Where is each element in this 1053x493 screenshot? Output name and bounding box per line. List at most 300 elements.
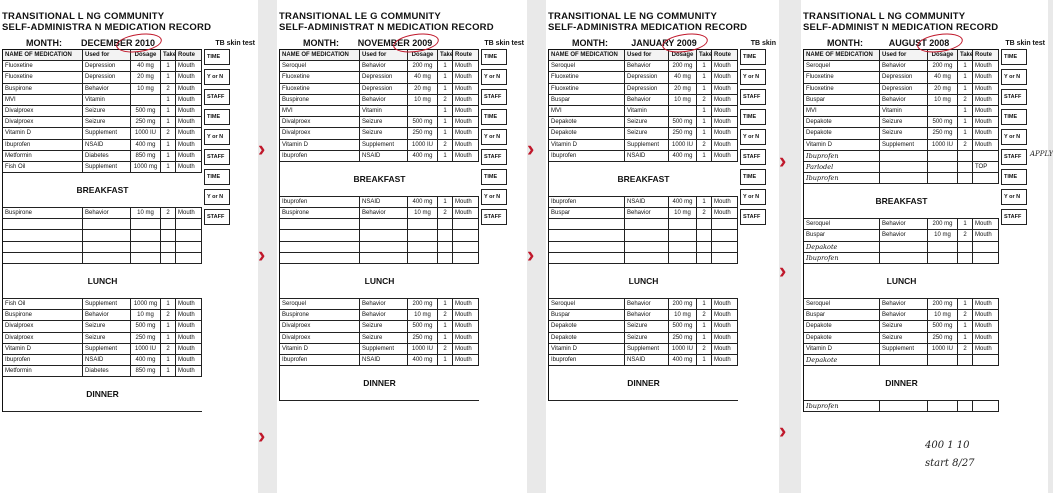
handwritten-apply-note: APPLY — [1030, 150, 1053, 158]
medication-row — [3, 95, 202, 106]
table-cell: Behavior — [625, 299, 669, 309]
table-cell: Buspirone — [280, 95, 360, 105]
sheet-subheader: SELF-ADMINIST N MEDICATION RECORD — [803, 22, 999, 33]
column-header: NAME OF MEDICATION — [804, 50, 880, 60]
table-cell: Diabetes — [83, 366, 131, 376]
signoff-staff: STAFF — [1001, 89, 1027, 105]
table-cell: 1 — [438, 128, 453, 138]
table-cell: 40 mg — [408, 72, 438, 82]
table-cell: Behavior — [880, 95, 928, 105]
medication-table — [548, 49, 738, 401]
table-cell: 1 — [958, 117, 973, 127]
table-cell: Mouth — [176, 151, 202, 161]
table-cell: Behavior — [880, 61, 928, 71]
table-cell — [549, 230, 625, 240]
table-cell: Vitamin D — [804, 344, 880, 354]
table-cell: 1 — [958, 61, 973, 71]
table-cell: TOP — [973, 162, 999, 172]
table-cell: Fluoxetine — [280, 72, 360, 82]
table-cell — [973, 173, 999, 183]
handwritten-dinner-note: 400 1 10 — [925, 440, 970, 451]
sheet-body — [803, 49, 1048, 412]
table-cell: Mouth — [453, 151, 479, 161]
signoff-time: TIME — [740, 169, 766, 185]
table-cell: Seizure — [880, 333, 928, 343]
medication-row — [3, 84, 202, 95]
table-cell: 250 mg — [669, 128, 697, 138]
column-header: Dosage — [669, 50, 697, 60]
table-cell — [280, 230, 360, 240]
table-cell — [131, 219, 161, 229]
medication-row — [549, 61, 738, 72]
table-cell: Parlodel — [804, 162, 880, 172]
table-cell — [958, 162, 973, 172]
table-cell: NSAID — [83, 140, 131, 150]
column-header: Used for — [360, 50, 408, 60]
table-cell: 250 mg — [408, 128, 438, 138]
table-cell: Mouth — [453, 344, 479, 354]
medication-row — [3, 310, 202, 321]
signoff-time: TIME — [204, 169, 230, 185]
table-cell: Mouth — [973, 344, 999, 354]
table-cell — [973, 242, 999, 252]
table-cell: 10 mg — [669, 310, 697, 320]
table-cell — [697, 230, 712, 240]
table-cell — [928, 401, 958, 411]
table-cell: 1 — [161, 117, 176, 127]
table-cell: 2 — [438, 140, 453, 150]
table-cell: Seroquel — [804, 299, 880, 309]
column-header: NAME OF MEDICATION — [549, 50, 625, 60]
table-cell: 2 — [438, 95, 453, 105]
signoff-column — [1001, 49, 1027, 412]
table-cell: Metformin — [3, 366, 83, 376]
table-cell — [408, 219, 438, 229]
table-cell: 400 mg — [131, 140, 161, 150]
table-cell: Mouth — [176, 299, 202, 309]
medication-row — [804, 140, 999, 151]
table-cell — [880, 162, 928, 172]
table-cell: Supplement — [83, 162, 131, 172]
table-cell: Mouth — [453, 117, 479, 127]
table-cell: 250 mg — [928, 128, 958, 138]
table-cell: Mouth — [453, 299, 479, 309]
table-cell — [880, 355, 928, 365]
column-header: Used for — [880, 50, 928, 60]
table-cell: 2 — [438, 310, 453, 320]
table-cell — [83, 253, 131, 263]
table-cell: 1000 IU — [928, 344, 958, 354]
medication-row — [549, 299, 738, 310]
table-cell: 200 mg — [928, 61, 958, 71]
table-cell: 2 — [438, 344, 453, 354]
month-label: MONTH: — [827, 38, 863, 48]
table-cell — [880, 401, 928, 411]
signoff-time: TIME — [740, 109, 766, 125]
table-cell — [669, 219, 697, 229]
medication-row — [804, 344, 999, 355]
table-cell: Vitamin — [360, 106, 408, 116]
table-cell: 1000 IU — [408, 344, 438, 354]
table-cell: 1 — [958, 72, 973, 82]
table-cell: Mouth — [453, 333, 479, 343]
table-cell — [3, 242, 83, 252]
table-cell: Seizure — [360, 333, 408, 343]
table-cell: Behavior — [625, 310, 669, 320]
table-cell: 2 — [697, 344, 712, 354]
table-cell: Mouth — [712, 208, 738, 218]
table-cell: Mouth — [973, 95, 999, 105]
table-cell: 1 — [697, 117, 712, 127]
table-header-row — [3, 50, 202, 61]
table-cell: Vitamin D — [3, 128, 83, 138]
table-cell: Fluoxetine — [280, 84, 360, 94]
table-cell: MVI — [804, 106, 880, 116]
table-cell — [176, 253, 202, 263]
table-cell: Ibuprofen — [549, 151, 625, 161]
table-cell: Seroquel — [280, 299, 360, 309]
table-cell: Seroquel — [804, 61, 880, 71]
table-cell: Behavior — [880, 299, 928, 309]
signoff-staff: STAFF — [204, 89, 230, 105]
table-cell: Mouth — [453, 61, 479, 71]
table-cell: 10 mg — [928, 230, 958, 240]
table-cell: 500 mg — [669, 321, 697, 331]
table-cell: Ibuprofen — [804, 151, 880, 161]
table-cell: 1 — [161, 140, 176, 150]
table-cell: Mouth — [453, 355, 479, 365]
medication-row — [804, 84, 999, 95]
table-cell: 250 mg — [669, 333, 697, 343]
month-value: NOVEMBER 2009 — [357, 38, 433, 48]
table-cell — [360, 219, 408, 229]
table-cell — [697, 219, 712, 229]
table-cell: Diabetes — [83, 151, 131, 161]
medication-row — [3, 128, 202, 139]
table-cell — [83, 219, 131, 229]
table-cell: 500 mg — [131, 106, 161, 116]
table-cell: 1 — [697, 321, 712, 331]
table-cell: 2 — [161, 84, 176, 94]
table-cell — [3, 230, 83, 240]
medication-row — [3, 72, 202, 83]
table-cell: 2 — [161, 128, 176, 138]
meal-row — [3, 377, 202, 412]
table-cell: 1 — [161, 151, 176, 161]
column-header: Dosage — [928, 50, 958, 60]
table-cell: Depakote — [549, 128, 625, 138]
medication-row — [549, 333, 738, 344]
medication-record-sheet — [546, 0, 779, 493]
meal-label: LUNCH — [628, 276, 659, 286]
table-cell: 2 — [697, 95, 712, 105]
table-cell: Divalproex — [280, 321, 360, 331]
table-cell — [625, 230, 669, 240]
medication-row — [280, 321, 479, 332]
table-cell: 1000 mg — [131, 162, 161, 172]
medication-record-sheet — [0, 0, 258, 493]
medication-row — [804, 219, 999, 230]
signoff-staff: STAFF — [740, 89, 766, 105]
table-cell: Behavior — [625, 61, 669, 71]
table-cell: 400 mg — [408, 197, 438, 207]
table-cell: 1 — [438, 151, 453, 161]
signoff-yn: Y or N — [481, 129, 507, 145]
table-cell: 400 mg — [408, 151, 438, 161]
tb-skin-test-label: TB skin test — [215, 39, 255, 47]
table-cell: Mouth — [453, 197, 479, 207]
medication-row — [3, 253, 202, 264]
month-row — [546, 37, 779, 49]
table-cell: Seizure — [625, 117, 669, 127]
table-cell: 850 mg — [131, 151, 161, 161]
table-cell: Mouth — [973, 230, 999, 240]
signoff-yn: Y or N — [204, 69, 230, 85]
table-cell: Ibuprofen — [280, 355, 360, 365]
table-cell: Vitamin — [880, 106, 928, 116]
medication-row — [804, 333, 999, 344]
table-cell: 250 mg — [131, 333, 161, 343]
table-cell: Fluoxetine — [549, 72, 625, 82]
table-cell: Seroquel — [549, 299, 625, 309]
table-cell: Depakote — [549, 333, 625, 343]
medication-row — [549, 151, 738, 162]
table-cell — [958, 173, 973, 183]
table-cell: 1 — [438, 84, 453, 94]
table-cell: 1 — [438, 106, 453, 116]
table-cell: 1 — [697, 197, 712, 207]
table-cell — [958, 253, 973, 263]
medication-row — [549, 242, 738, 253]
table-cell: Behavior — [83, 208, 131, 218]
table-cell: Vitamin D — [3, 344, 83, 354]
table-cell: Mouth — [973, 128, 999, 138]
red-arrow-mark: › — [258, 242, 266, 267]
table-cell — [697, 242, 712, 252]
column-header: Used for — [83, 50, 131, 60]
medication-row — [804, 355, 999, 366]
month-value-wrap — [869, 38, 969, 48]
table-cell: Mouth — [712, 95, 738, 105]
meal-label: BREAKFAST — [353, 173, 406, 184]
column-header: Take — [161, 50, 176, 60]
table-cell — [669, 253, 697, 263]
table-cell: 1 — [958, 299, 973, 309]
medication-row — [280, 95, 479, 106]
table-cell — [83, 230, 131, 240]
table-cell: Fish Oil — [3, 299, 83, 309]
table-cell: Mouth — [973, 219, 999, 229]
table-cell: 40 mg — [669, 72, 697, 82]
table-cell — [161, 219, 176, 229]
table-cell: 1 — [161, 95, 176, 105]
table-cell: Vitamin D — [549, 344, 625, 354]
table-cell — [973, 401, 999, 411]
signoff-yn: Y or N — [740, 69, 766, 85]
table-cell: Buspar — [804, 310, 880, 320]
table-cell — [928, 253, 958, 263]
table-cell — [958, 242, 973, 252]
table-cell: Mouth — [453, 208, 479, 218]
table-cell: 2 — [161, 208, 176, 218]
table-cell — [280, 253, 360, 263]
table-cell: 2 — [697, 310, 712, 320]
medication-row — [804, 162, 999, 173]
table-cell — [549, 253, 625, 263]
table-cell: Fluoxetine — [804, 72, 880, 82]
table-cell — [408, 230, 438, 240]
medication-row — [3, 106, 202, 117]
table-cell: 1 — [438, 355, 453, 365]
table-cell: Mouth — [712, 128, 738, 138]
medication-row — [280, 355, 479, 366]
medication-row — [549, 253, 738, 264]
table-cell: Behavior — [83, 84, 131, 94]
table-cell: Seizure — [880, 321, 928, 331]
medication-row — [280, 344, 479, 355]
table-cell — [131, 95, 161, 105]
table-cell — [360, 242, 408, 252]
meal-row — [280, 366, 479, 401]
table-cell: MVI — [280, 106, 360, 116]
table-cell — [625, 219, 669, 229]
table-cell: Depakote — [804, 242, 880, 252]
signoff-yn: Y or N — [204, 129, 230, 145]
tb-skin-test-label: TB skin test — [1005, 39, 1045, 47]
table-cell: 1 — [958, 106, 973, 116]
medication-row — [280, 117, 479, 128]
table-cell: 1 — [438, 61, 453, 71]
table-cell — [453, 230, 479, 240]
column-header: Take — [958, 50, 973, 60]
table-cell: Mouth — [176, 140, 202, 150]
table-cell — [973, 151, 999, 161]
table-cell: Divalproex — [3, 321, 83, 331]
table-cell — [131, 253, 161, 263]
month-value-wrap — [345, 38, 445, 48]
table-cell: 1 — [438, 321, 453, 331]
table-cell — [280, 242, 360, 252]
table-cell: Supplement — [880, 140, 928, 150]
table-cell: 2 — [958, 140, 973, 150]
medication-row — [549, 355, 738, 366]
table-cell: 10 mg — [408, 95, 438, 105]
medication-row — [804, 299, 999, 310]
table-cell: Mouth — [453, 72, 479, 82]
medication-row — [804, 401, 999, 412]
table-cell: Mouth — [176, 84, 202, 94]
table-cell: Supplement — [625, 344, 669, 354]
table-cell: Vitamin — [83, 95, 131, 105]
medication-row — [804, 106, 999, 117]
medication-row — [804, 310, 999, 321]
table-cell — [176, 230, 202, 240]
sheet-body — [2, 49, 258, 412]
table-cell: 850 mg — [131, 366, 161, 376]
table-cell: 1 — [958, 84, 973, 94]
table-cell: Depression — [83, 72, 131, 82]
signoff-column — [481, 49, 507, 401]
table-cell: 10 mg — [131, 310, 161, 320]
signoff-staff: STAFF — [740, 149, 766, 165]
table-cell: 1 — [438, 333, 453, 343]
table-cell — [438, 242, 453, 252]
tb-skin-test-label: TB skin test — [484, 39, 524, 47]
table-cell: Depression — [880, 72, 928, 82]
table-cell — [958, 151, 973, 161]
column-header: Used for — [625, 50, 669, 60]
table-cell: 1000 mg — [131, 299, 161, 309]
sheet-subheader: SELF-ADMINISTRA N MEDICATION RECORD — [2, 22, 212, 33]
table-cell: 20 mg — [408, 84, 438, 94]
table-cell — [453, 242, 479, 252]
table-cell: Depakote — [804, 333, 880, 343]
table-cell: 1000 IU — [928, 140, 958, 150]
medication-row — [280, 61, 479, 72]
table-cell: 2 — [958, 95, 973, 105]
meal-label: LUNCH — [886, 276, 917, 286]
table-cell: 1 — [438, 197, 453, 207]
table-cell: 1 — [161, 72, 176, 82]
table-cell: 2 — [438, 208, 453, 218]
table-cell: Depakote — [804, 128, 880, 138]
table-cell: Supplement — [625, 140, 669, 150]
table-cell — [438, 230, 453, 240]
medication-row — [3, 208, 202, 219]
table-cell: Behavior — [880, 310, 928, 320]
table-cell — [453, 253, 479, 263]
month-value-wrap — [68, 38, 168, 48]
table-cell: Depression — [880, 84, 928, 94]
table-cell: NSAID — [360, 197, 408, 207]
table-cell: 250 mg — [131, 117, 161, 127]
table-cell: 1 — [161, 321, 176, 331]
table-cell — [973, 355, 999, 365]
medication-row — [280, 128, 479, 139]
red-arrow-mark: › — [258, 423, 266, 448]
table-cell: Mouth — [453, 321, 479, 331]
table-cell: NSAID — [625, 151, 669, 161]
table-cell: Divalproex — [280, 333, 360, 343]
table-cell — [928, 162, 958, 172]
table-cell: Fluoxetine — [3, 61, 83, 71]
medication-row — [280, 197, 479, 208]
table-cell: 1 — [958, 128, 973, 138]
meal-label: BREAKFAST — [617, 173, 670, 184]
table-cell — [712, 230, 738, 240]
table-cell: 10 mg — [131, 208, 161, 218]
table-cell — [928, 355, 958, 365]
medication-row — [3, 140, 202, 151]
table-cell: 400 mg — [131, 355, 161, 365]
table-cell: 1 — [161, 106, 176, 116]
table-cell: Seizure — [360, 128, 408, 138]
medication-row — [280, 310, 479, 321]
table-cell: Ibuprofen — [280, 197, 360, 207]
table-cell — [438, 219, 453, 229]
table-cell: 2 — [697, 140, 712, 150]
signoff-staff: STAFF — [204, 149, 230, 165]
meal-row — [549, 162, 738, 197]
signoff-staff: STAFF — [481, 209, 507, 225]
table-cell: 10 mg — [669, 95, 697, 105]
medication-row — [804, 321, 999, 332]
table-cell: Mouth — [176, 333, 202, 343]
column-header: Route — [973, 50, 999, 60]
signoff-time: TIME — [1001, 109, 1027, 125]
meal-row — [549, 264, 738, 299]
table-cell: Depakote — [804, 117, 880, 127]
